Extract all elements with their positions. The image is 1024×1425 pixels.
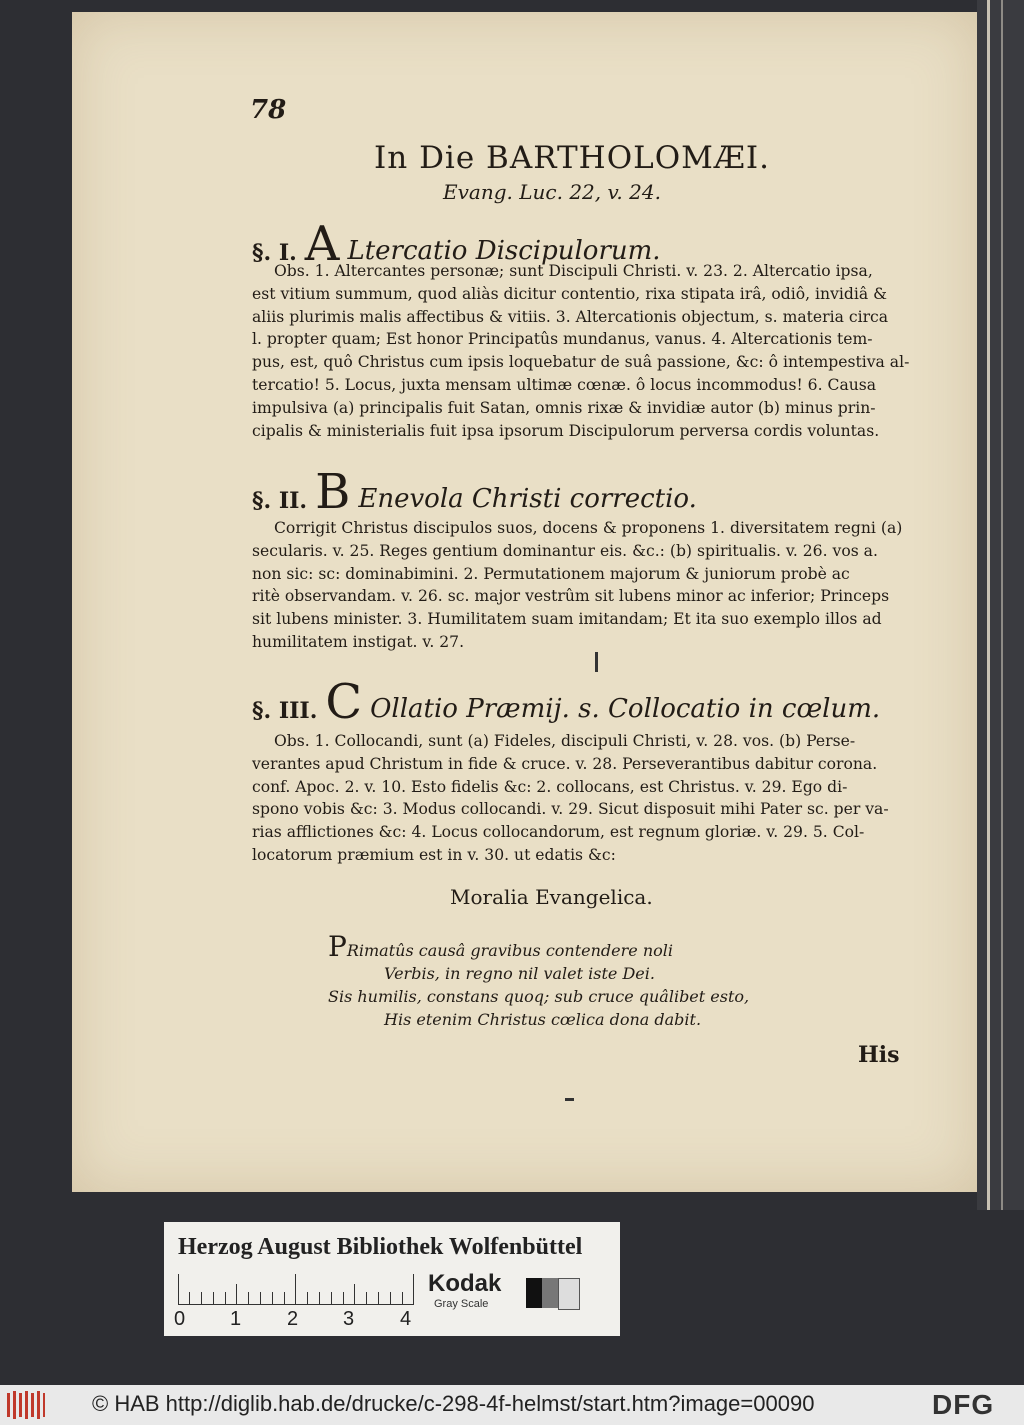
gray-swatch (526, 1278, 542, 1308)
margin-mark (595, 652, 598, 672)
section-heading (252, 674, 881, 730)
ruler-tick (378, 1292, 379, 1304)
paragraph-line: spono vobis &c: 3. Modus collocandi. v. 29. Sicut disposuit mihi Pater sc. per va- (252, 800, 889, 819)
section-paragraph (252, 730, 902, 867)
ruler-tick (413, 1274, 414, 1304)
section-heading-text: Enevola Christi correctio. (358, 484, 697, 514)
moralia-title: Moralia Evangelica. (450, 885, 653, 909)
ruler-tick (331, 1292, 332, 1304)
kodak-subtitle: Gray Scale (434, 1298, 489, 1310)
paragraph-line: ritè observandam. v. 26. sc. major vestrûm sit lubens minor ac inferior; Princeps (252, 587, 890, 606)
ruler-tick (366, 1292, 367, 1304)
ruler (178, 1274, 414, 1305)
ruler-tick (354, 1284, 355, 1304)
ruler-tick (307, 1292, 308, 1304)
moralia-poem (328, 930, 750, 1031)
section-number: §. III. (252, 698, 318, 724)
print-mark (565, 1098, 574, 1101)
ruler-tick (343, 1292, 344, 1304)
ruler-tick (201, 1292, 202, 1304)
paragraph-line: non sic: sc: dominabimini. 2. Permutationem majorum & juniorum probè ac (252, 564, 850, 583)
page-title: In Die BARTHOLOMÆI. (374, 140, 770, 176)
paragraph-line: Obs. 1. Altercantes personæ; sunt Discipuli Christi. v. 23. 2. Altercatio ipsa, (274, 262, 873, 280)
hab-logo-icon (6, 1391, 46, 1419)
ruler-tick (284, 1292, 285, 1304)
poem-initial: P (328, 930, 347, 963)
color-calibration-card (164, 1222, 620, 1336)
ruler-tick (260, 1292, 261, 1304)
section-heading (252, 464, 697, 520)
ruler-tick (272, 1292, 273, 1304)
poem-line: His etenim Christus cœlica dona dabit. (384, 1010, 702, 1029)
card-title: Herzog August Bibliothek Wolfenbüttel (178, 1234, 583, 1260)
paragraph-line: Corrigit Christus discipulos suos, docens & proponens 1. diversitatem regni (a) (274, 519, 903, 537)
section-number: §. I. (252, 240, 297, 266)
section-initial: B (315, 464, 351, 520)
dfg-logo: DFG (932, 1389, 995, 1420)
section-initial: A (304, 216, 340, 272)
paragraph-line: humilitatem instigat. v. 27. (252, 632, 465, 651)
section-heading-text: Ltercatio Discipulorum. (347, 236, 661, 266)
paragraph-line: conf. Apoc. 2. v. 10. Esto fidelis &c: 2. collocans, est Christus. v. 29. Ego di- (252, 777, 848, 796)
paragraph-line: aliis plurimis malis affectibus & vitiis. 3. Altercationis objectum, s. materia circa (252, 307, 889, 326)
paragraph-line: tercatio! 5. Locus, juxta mensam ultimæ cœnæ. ô locus incommodus! 6. Causa (252, 375, 877, 394)
paragraph-line: rias afflictiones &c: 4. Locus collocandorum, est regnum gloriæ. v. 29. 5. Col- (252, 823, 865, 842)
section-number: §. II. (252, 488, 308, 514)
poem-line: Sis humilis, constans quoq; sub cruce quâlibet esto, (328, 987, 750, 1006)
ruler-tick (236, 1284, 237, 1304)
section-paragraph (252, 260, 910, 442)
ruler-number: 4 (400, 1308, 412, 1330)
paragraph-line: l. propter quam; Est honor Principatûs mundanus, vanus. 4. Altercationis tem- (252, 330, 873, 349)
paragraph-line: verantes apud Christum in fide & cruce. v. 28. Perseverantibus dabitur corona. (252, 754, 878, 773)
ruler-number: 3 (343, 1308, 355, 1330)
paragraph-line: cipalis & ministerialis fuit ipsa ipsorum Discipulorum perversa cordis voluntas. (252, 421, 880, 440)
ruler-tick (319, 1292, 320, 1304)
poem-line (328, 930, 749, 963)
page-number: 78 (250, 95, 287, 125)
ruler-tick (178, 1274, 179, 1304)
catchword: His (858, 1042, 900, 1068)
paragraph-line: pus, est, quô Christus cum ipsis loquebatur de suâ passione, &c: ô intempestiva al- (252, 353, 910, 372)
section-heading-text: Ollatio Præmij. s. Collocatio in cœlum. (370, 694, 881, 724)
gray-swatch (558, 1278, 580, 1310)
ruler-tick (390, 1292, 391, 1304)
poem-line: Verbis, in regno nil valet iste Dei. (384, 964, 655, 983)
ruler-tick (225, 1292, 226, 1304)
ruler-tick (213, 1292, 214, 1304)
ruler-number: 0 (174, 1308, 186, 1330)
kodak-brand: Kodak (428, 1270, 502, 1297)
ruler-tick (402, 1292, 403, 1304)
ruler-tick (248, 1292, 249, 1304)
page-subtitle: Evang. Luc. 22, v. 24. (443, 180, 661, 204)
paragraph-line: sit lubens minister. 3. Humilitatem suam imitandam; Et ita suo exemplo illos ad (252, 610, 882, 629)
paragraph-line: locatorum præmium est in v. 30. ut edatis &c: (252, 845, 616, 864)
paragraph-line: impulsiva (a) principalis fuit Satan, omnis rixæ & invidiæ autor (b) minus prin- (252, 398, 876, 417)
paragraph-line: secularis. v. 25. Reges gentium dominantur eis. &c.: (b) spiritualis. v. 26. vos a. (252, 541, 878, 560)
section-paragraph (252, 517, 902, 654)
section-initial: C (325, 674, 363, 730)
ruler-tick (189, 1292, 190, 1304)
ruler-number: 2 (287, 1308, 299, 1330)
source-link[interactable]: © HAB http://diglib.hab.de/drucke/c-298-4f-helmst/start.htm?image=00090 (92, 1391, 815, 1416)
footer-bar (0, 1385, 1024, 1425)
gray-swatch (542, 1278, 558, 1308)
ruler-number: 1 (230, 1308, 242, 1330)
paragraph-line: Obs. 1. Collocandi, sunt (a) Fideles, discipuli Christi, v. 28. vos. (b) Perse- (274, 732, 856, 750)
ruler-tick (295, 1274, 296, 1304)
poem-line-text: Rimatûs causâ gravibus contendere noli (346, 941, 674, 960)
paragraph-line: est vitium summum, quod aliàs dicitur contentio, rixa stipata irâ, odiô, invidiâ & (252, 284, 887, 303)
